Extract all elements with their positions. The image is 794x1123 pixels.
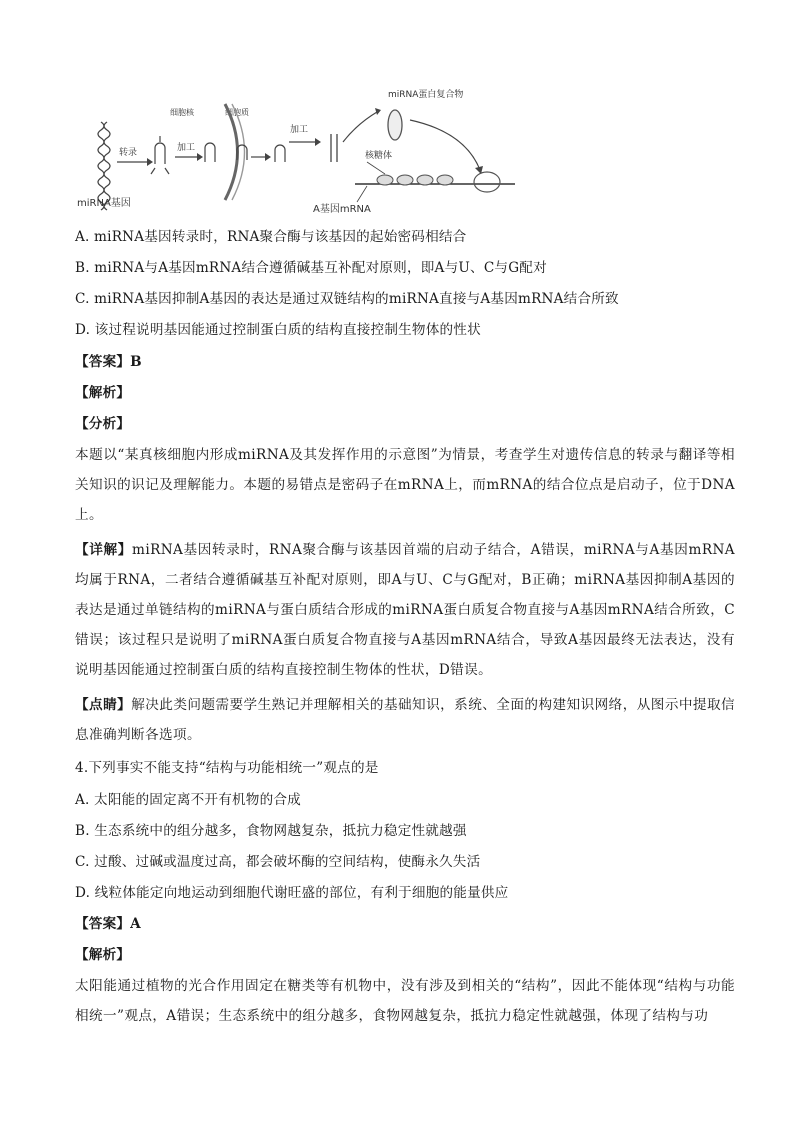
- processing-label-2: 加工: [290, 125, 309, 135]
- q4-analysis-heading: 【解析】: [75, 947, 131, 963]
- q4-answer: 【答案】A: [75, 916, 141, 932]
- nuclear-membrane: [225, 104, 238, 200]
- q3-option-d: D. 该过程说明基因能通过控制蛋白质的结构直接控制生物体的性状: [75, 322, 481, 338]
- q3-fenxi-heading: 【分析】: [75, 416, 131, 432]
- binding-site-icon: [474, 172, 500, 192]
- q3-dianjing-heading: 【点睛】: [75, 697, 132, 713]
- nucleus-label: 细胞核: [170, 108, 194, 117]
- q3-detail-heading: 【详解】: [75, 542, 133, 558]
- q4-option-b: B. 生态系统中的组分越多，食物网越复杂，抵抗力稳定性就越强: [75, 823, 467, 839]
- q3-dianjing-text: 解决此类问题需要学生熟记并理解相关的基础知识，系统、全面的构建知识网络，从图示中提取信息准确判断各选项。: [75, 697, 735, 743]
- transcription-label: 转录: [119, 148, 138, 158]
- q3-answer: 【答案】B: [75, 354, 142, 370]
- processing-label-1: 加工: [177, 143, 196, 153]
- q3-analysis-heading: 【解析】: [75, 385, 131, 401]
- ribosome-label: 核糖体: [365, 151, 393, 161]
- complex-label: miRNA蛋白复合物: [388, 90, 464, 100]
- q4-option-d: D. 线粒体能定向地运动到细胞代谢旺盛的部位，有利于细胞的能量供应: [75, 885, 509, 901]
- mirna-gene-label: miRNA基因: [77, 198, 131, 209]
- q3-detail-text: miRNA基因转录时，RNA聚合酶与该基因首端的启动子结合，A错误，miRNA与A基因mRNA均属于RNA，二者结合遵循碱基互补配对原则，即A与U、C与G配对，B正确；miRNA基因抑制A基因的表达是通过单链结构的miRNA与蛋白质结合形成的miRNA蛋白质复合物直接与A基因mRNA结合所致，C错误；该过程只是说明了miRNA蛋白质复合物直接与A基因mRNA结合，导致A基因最终无法表达，没有说明基因能通过控制蛋白质的结构直接控制生物体的性状，D错误。: [75, 542, 735, 678]
- mirna-complex-icon: [388, 110, 402, 140]
- q3-option-c: C. miRNA基因抑制A基因的表达是通过双链结构的miRNA直接与A基因mRNA结合所致: [75, 291, 619, 307]
- q4-stem: 4.下列事实不能支持“结构与功能相统一”观点的是: [75, 760, 379, 776]
- q3-dianjing: [75, 690, 735, 750]
- a-gene-mrna-label: A基因mRNA: [313, 204, 371, 215]
- q4-option-a: A. 太阳能的固定离不开有机物的合成: [75, 792, 301, 808]
- mirna-diagram-svg: [75, 82, 520, 217]
- q3-fenxi-text: 本题以“某真核细胞内形成miRNA及其发挥作用的示意图”为情景，考查学生对遗传信息的转录与翻译等相关知识的识记及理解能力。本题的易错点是密码子在mRNA上，而mRNA的结合位点是启动子，位于DNA上。: [75, 447, 735, 523]
- q3-option-b: B. miRNA与A基因mRNA结合遵循碱基互补配对原则，即A与U、C与G配对: [75, 260, 547, 276]
- cytoplasm-label: 细胞质: [225, 108, 249, 117]
- mirna-diagram: [75, 82, 520, 217]
- q4-option-c: C. 过酸、过碱或温度过高，都会破坏酶的空间结构，使酶永久失活: [75, 854, 481, 870]
- q4-analysis-text: 太阳能通过植物的光合作用固定在糖类等有机物中，没有涉及到相关的“结构”，因此不能体现“结构与功能相统一”观点，A错误；生态系统中的组分越多，食物网越复杂，抵抗力稳定性就越强，体现了结构与功: [75, 978, 735, 1024]
- q3-detail: [75, 535, 735, 685]
- q3-option-a: A. miRNA基因转录时，RNA聚合酶与该基因的起始密码相结合: [75, 229, 467, 245]
- hairpin-rna-icon: [151, 136, 169, 174]
- dna-helix-icon: [98, 122, 110, 210]
- hairpin-rna-icon: [205, 143, 215, 162]
